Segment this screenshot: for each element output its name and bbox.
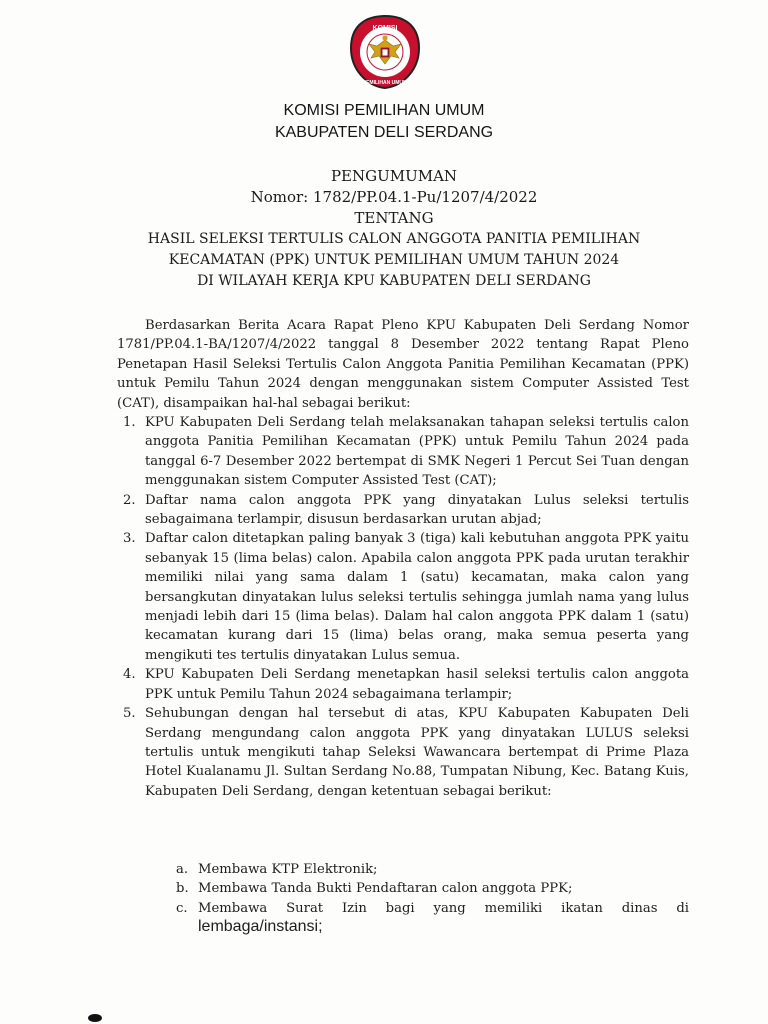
continuation-text: lembaga/instansi; [198,918,323,935]
list-item [117,665,689,704]
sub-list-text: Membawa Surat Izin bagi yang memiliki ikatan dinas di [198,900,689,916]
list-item [117,529,689,665]
announcement-about: TENTANG [354,209,434,227]
sub-list-letter: a. [176,862,189,877]
logo-top-text: KOMISI [372,25,398,32]
lettered-list [176,860,689,918]
list-number: 1. [123,415,136,430]
kpu-logo [349,14,421,90]
org-name: KOMISI PEMILIHAN UMUM [283,102,485,119]
list-number: 3. [123,531,136,547]
list-number: 2. [123,492,136,508]
subject-line-3: DI WILAYAH KERJA KPU KABUPATEN DELI SERDANG [197,273,591,289]
sub-list-letter: b. [176,881,189,897]
list-item [117,413,689,491]
list-text: Daftar calon ditetapkan paling banyak 3 (tiga) kali kebutuhan anggota PPK yaitu sebanyak 15 (lima belas) calon. Apabila calon anggota PPK pada urutan terakhir memiliki nilai yang sama dalam 1 (satu) kecamatan, maka calon yang bersangkutan dinyatakan lulus seleksi tertulis sehingga jumlah nama yang lulus menjadi lebih dari 15 (lima belas). Dalam hal calon anggota PPK dalam 1 (satu) kecamatan kurang dari 15 (lima) belas orang, maka semua peserta yang mengikuti tes tertulis dinyatakan Lulus semua. [145,531,689,663]
numbered-list [117,413,689,801]
list-text: KPU Kabupaten Deli Serdang telah melaksanakan tahapan seleksi tertulis calon anggota Panitia Pemilihan Kecamatan (PPK) untuk Pemilu Tahun 2024 pada tanggal 6-7 Desember 2022 bertempat di SMK Negeri 1 Percut Sei Tuan dengan menggunakan sistem Computer Assisted Test (CAT); [145,415,689,489]
sub-list-text: Membawa Tanda Bukti Pendaftaran calon anggota PPK; [198,881,573,897]
subject-line-1: HASIL SELEKSI TERTULIS CALON ANGGOTA PANITIA PEMILIHAN [147,231,641,247]
list-text: KPU Kabupaten Deli Serdang menetapkan hasil seleksi tertulis calon anggota PPK untuk Pemilu Tahun 2024 sebagaimana terlampir; [145,667,689,702]
sub-list-letter: c. [176,900,188,916]
list-text: Sehubungan dengan hal tersebut di atas, KPU Kabupaten Kabupaten Deli Serdang mengundang calon anggota PPK yang dinyatakan LULUS seleksi tertulis untuk mengikuti tahap Seleksi Wawancara bertempat di Prime Plaza Hotel Kualanamu Jl. Sultan Serdang No.88, Tumpatan Nibung, Kec. Batang Kuis, Kabupaten Deli Serdang, dengan ketentuan sebagai berikut: [145,706,689,799]
list-item [117,491,689,530]
announcement-number: Nomor: 1782/PP.04.1-Pu/1207/4/2022 [250,188,538,206]
list-item [117,704,689,801]
sub-list-item [176,899,689,918]
org-regency: KABUPATEN DELI SERDANG [274,124,494,141]
sub-list-item [176,879,689,898]
scan-mark [88,1014,102,1022]
logo-bottom-text: PEMILIHAN UMUM [362,80,408,86]
sub-list-text: Membawa KTP Elektronik; [198,862,378,877]
list-text: Daftar nama calon anggota PPK yang dinyatakan Lulus seleksi tertulis sebagaimana terlampir, disusun berdasarkan urutan abjad; [145,492,689,528]
sub-list-item [176,860,689,879]
list-number: 4. [123,667,136,683]
intro-paragraph: Berdasarkan Berita Acara Rapat Pleno KPU Kabupaten Deli Serdang Nomor 1781/PP.04.1-BA/1207/4/2022 tanggal 8 Desember 2022 tentang Rapat Pleno Penetapan Hasil Seleksi Tertulis Calon Anggota Panitia Pemilihan Kecamatan (PPK) untuk Pemilu Tahun 2024 dengan menggunakan sistem Computer Assisted Test (CAT), disampaikan hal-hal sebagai berikut: [117,318,689,411]
subject-line-2: KECAMATAN (PPK) UNTUK PEMILIHAN UMUM TAHUN 2024 [168,252,620,268]
announcement-title: PENGUMUMAN [330,167,458,185]
list-number: 5. [123,706,136,722]
